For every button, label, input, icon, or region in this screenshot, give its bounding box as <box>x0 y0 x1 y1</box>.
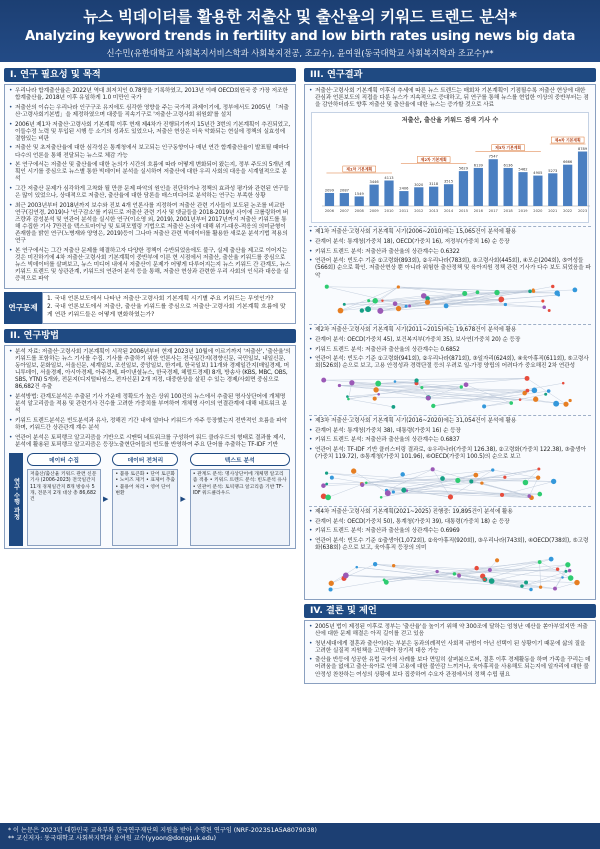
period-line: • 키워드 트렌드 분석: 저출산과 출산율의 상관계수는 0.6837 <box>309 437 591 444</box>
flow-step-preprocess <box>112 453 178 546</box>
chart-data-label: 6136 <box>503 163 513 168</box>
footer <box>0 823 600 849</box>
chart-bar <box>518 172 527 206</box>
footer-funding-note: * 이 논문은 2023년 대한민국 교육부와 한국연구재단의 지원을 받아 수행된 연구임 (NRF-2023S1A5A8079038) <box>8 827 317 834</box>
chart-bar <box>548 174 557 207</box>
chart-bar <box>325 193 334 206</box>
svg-text:제3차 기본계획: 제3차 기본계획 <box>495 145 522 151</box>
chart-bar <box>489 159 498 206</box>
chart-bar <box>399 191 408 206</box>
background-paragraph: • 본 연구에서는 저출산 및 출산율에 대한 논의가 시간의 흐름에 따라 어떻게 변화되어 왔는지, 정부 주도의 5개년 계획인 시기를 중심으로 뉴스별 통한 빅데이터 분석을 실시하여 저출산에 대한 우리 사회의 대응을 시계열적으로 분석 <box>9 162 291 183</box>
period-line: • 제4차 저출산·고령사회 기본계획(2021~2025) 진행중: 19,895건이 분석에 활용 <box>309 509 591 516</box>
chart-data-label: 4113 <box>384 176 394 181</box>
authors: 신수민(유한대학교 사회복지서비스학과 사회복지전공, 조교수), 윤여원(동국대학교 사회복지학과 조교수)** <box>106 48 494 58</box>
chart-tick-label: 2006 <box>324 209 335 214</box>
research-questions-box <box>42 292 296 324</box>
chart-data-label: 5273 <box>548 169 558 174</box>
period-block <box>309 415 591 503</box>
keyword-network-graphic <box>309 282 591 321</box>
chart-data-label: 5462 <box>518 167 528 172</box>
chart-tick-label: 2022 <box>563 209 573 214</box>
flow-step-analysis <box>190 453 290 546</box>
period-line: • 제2차 저출산·고령사회 기본계획 시기(2011~2015)에는 19,678건이 분석에 활용 <box>309 327 591 334</box>
chart-data-label: 1549 <box>354 192 364 197</box>
research-question: 1. 국내 언론보도에서 나타난 저출산·고령사회 기본계획 시기별 주요 키워드는 무엇인가? <box>47 296 274 303</box>
chart-data-label: 8789 <box>577 147 588 152</box>
svg-text:제4차 기본계획: 제4차 기본계획 <box>554 137 581 143</box>
chart-data-label: 5629 <box>458 166 469 171</box>
chart-bar <box>355 197 364 207</box>
flow-step-title: 텍스트 분석 <box>190 453 290 466</box>
section-2-body <box>4 345 296 549</box>
chart-tick-label: 2020 <box>533 209 543 214</box>
period-block <box>309 324 591 412</box>
keyword-network-graphic <box>309 373 591 412</box>
left-column <box>4 68 296 549</box>
period-line: • 관계어 분석: OECD(가중치 45), 보건복지부(가중치 35), 보사연(가중치 20) 순 등장 <box>309 337 591 344</box>
chart-bar <box>474 168 483 206</box>
title-korean: 뉴스 빅데이터를 활용한 저출산 및 출산율의 키워드 트렌드 분석* <box>83 8 517 26</box>
flow-step-collection <box>27 453 101 546</box>
background-paragraph: • 2006년 제1차 저출산·고령사회 기본계획 이후 현재 제4차가 진행되기까지 15년간 3번의 기본계획이 추진되었고, 이들수정 노력 및 투입된 시행 등 소기의 성과도 있었으나, 저출산 현상은 더욱 악화되는 현실에 정책의 실효성에 결함있는 비판 <box>9 122 291 143</box>
period-line: • 키워드 트렌드 분석: 저출산과 출산율의 상관계수는 0.6322 <box>309 249 591 256</box>
flow-side-label: 연구 수행 과정 <box>9 453 23 546</box>
background-paragraph: • 그간 저출산 문제가 심각하게 고착화 될 만큼 문제 파악의 원인을 진단하거나 정책의 효과성 평가와 관련된 연구들은 많이 있었으나, 상대적으로 저출산, 출산율에 대한 담론을 매스미디어로 분석하는 연구는 부족한 상황 <box>9 186 291 200</box>
section-1-heading: I. 연구 필요성 및 목적 <box>4 68 296 82</box>
chart-title: 저출산, 출산율 키워드 검색 기사 수 <box>401 117 499 125</box>
section-3-heading: III. 연구결과 <box>304 68 596 82</box>
period-line: • 연관어 분석: TF-IDF 기반 클러스터링 결과로, ①우리나라(가중치 126.38), ②고령화(가중치 122.38), ③출생아(가중치 119.72), ⑤통계청(가중치 101.96), ⑥OECD(가중치 100.5)의 순으로 보고 <box>309 447 591 461</box>
period-line: • 관계어 분석: 통계청(가중치 38), 대통령(가중치 16) 순 등장 <box>309 428 591 435</box>
background-paragraph: • 저출산 및 초저출산율에 대한 심각성은 통계청에서 보고되는 인구동향이나 매년 연간 합계출산율이 발표될 때마다 다수의 언론을 통해 전달되는 뉴스로 체감 가능 <box>9 145 291 159</box>
chart-bar <box>444 184 453 206</box>
chart-data-label: 3020 <box>414 183 424 188</box>
section-3-body <box>304 84 596 600</box>
section-1-body <box>4 84 296 289</box>
svg-text:제2차 기본계획: 제2차 기본계획 <box>420 157 447 163</box>
background-paragraph: • 저출산의 이슈는 우리나라 인구구조 유지에도 심각한 영향을 주는 국가적 과제이기에, 정부에서도 2005년 「저출산·고령사회기본법」을 제정하였으며 대중들 직속기구로 '저출산·고령사회 위원회'를 설치 <box>9 105 291 119</box>
chart-tick-label: 2018 <box>503 209 513 214</box>
flow-step-content: • 관계도 분석: 명사상단어에 개체명 알고리즘 적용 • 키워드 트렌드 분석: 빈도분석 유사 • 연관어 분석: 토픽랭크 알고리즘 기반 TF-IDF 워드클라우드 <box>190 469 290 546</box>
chart-period-annotation <box>475 145 541 152</box>
period-line: • 연관어 분석: 빈도수 기준 ①고령화(941회), ②우리나라(871회), ③일자리(624회), ④육아휴직(611회), ⑤고령사회(526회) 순으로 보고, 고용 안정성과 경력단절 등의 우려로 일-가정 양립의 어려다가 중요해진 2차 연관성 <box>309 356 591 370</box>
chart-bar <box>414 188 423 207</box>
chart-tick-label: 2015 <box>458 209 469 214</box>
footer-corresponding-author: ** 교신저자: 동국대학교 사회복지학과 윤여원 교수(yyoon@dongguk.edu) <box>8 835 217 843</box>
method-paragraph: • 연관어 분석은 토픽랭크 알고리즘을 기반으로 시맨틱 네트워크를 구성하여 워드 클라우드의 형태로 결과를 제시, 분석에 활용된 토픽랭크 알고리즘은 등장노출현단어들의 빈도를 반영하여 주요 단어를 추출하는 TF-IDF 기반 <box>9 435 291 449</box>
right-column <box>304 68 596 684</box>
flow-step-content: 저출산/출산율 키워드 관련 신문기사 (2006-2023) 전국일간지 11개 경제일간지 8개 방송사 5개, 전문지 2개 대상 총 86,682건 <box>27 469 101 546</box>
chart-tick-label: 2011 <box>399 209 409 214</box>
background-paragraph: • 본 연구에서는 그간 저출산 문제를 해결하고자 다양한 정책이 수반되었음에도 불구, 실제 출산율 제고로 이어지는 것은 미진하기에 4차 저출산·고령사회 기본계획이 중반부에 이른 현 시점에서 저출산, 출산율 키워드를 중심으로 뉴스 빅데이터를 살펴보고, 뉴스 미디어 내에서 저출산이 문제가 어떻게 다루어지는지 뉴스 키워드 간 관계도, 뉴스 키워드 트렌드 및 상관관계, 키워드의 연관어 분석 등을 통해, 저출산 현상과 관련한 우리 사회의 인식과 대응을 실증적으로 파악 <box>9 248 291 283</box>
chart-tick-label: 2023 <box>577 209 588 214</box>
chart-period-annotation <box>550 137 586 144</box>
research-flow <box>9 453 291 546</box>
chart-data-label: 2087 <box>339 188 349 193</box>
period-line: • 연관어 분석: 빈도수 기준 ①출생아(1,072회), ②육아휴직(920회), ③우리나라(743회), ④OECD(738회), ⑤고령화(638회) 순으로 보고, 육아휴직 등장의 의미 <box>309 538 591 552</box>
chart-bar <box>429 187 438 206</box>
research-questions-label: 연구문제 <box>4 292 42 324</box>
chart-tick-label: 2010 <box>384 209 394 214</box>
results-intro: • 저출산·고령사회 기본계획 이후의 추세에 따른 뉴스 트렌드는 매회차 기본계획이 기점될수록 저출산 현상에 대한 관심과 언론보도의 직접을 다룬 뉴스가 지속적으로 증대하고, 뒤 연구를 통해 뉴스를 현업한 이상의 중반부터는 점을 감안하더라도 향후 저출산 및 출산율에 대한 뉴스는 증가할 것으로 사료 <box>309 88 591 109</box>
chart-tick-label: 2013 <box>429 209 439 214</box>
chart-data-label: 2099 <box>324 188 335 193</box>
chart-bar <box>459 171 468 206</box>
chart-tick-label: 2014 <box>443 209 454 214</box>
chart-bar <box>578 152 587 206</box>
title-english: Analyzing keyword trends in fertility and low birth rates using news big data <box>24 29 576 44</box>
chart-data-label: 7547 <box>488 154 498 159</box>
chart-bar <box>533 176 542 206</box>
method-paragraph: • 분석 자료: 저출산·고령사회 기본계획이 시작된 2006년부터 현재 2023년 10월에 이르기까지 '저출산', '출산율'의 키워드를 포함하는 뉴스 기사를 수집. 기사를 추출하기 위한 언론사는 전국일간지(경향신문, 국민일보, 내일신문, 동아일보, 문화일보, 서울신문, 세계일보, 조선일보, 중앙일보, 한겨레, 한국일보) 11개와 경제일간지(매일경제, 머니투데이, 서울경제, 아시아경제, 아주경제, 파이낸셜뉴스, 한국경제, 헤럴드경제) 8개, 방송사 (KBS, MBC, OBS, SBS, YTN) 5개와, 전문지(디지털타임스, 전자신문) 2개 지정, 대중한상을 살핀 수 있는 경제/사회면 중심으로 86,682건 추출 <box>9 349 291 392</box>
period-block <box>309 506 591 594</box>
period-block <box>309 226 591 321</box>
period-line: • 관계어 분석: OECD(가중치 50), 통계청(가중치 39), 대통령(가중치 18) 순 등장 <box>309 519 591 526</box>
keyword-network-graphic <box>309 555 591 594</box>
chart-tick-label: 2007 <box>339 209 349 214</box>
chart-period-annotation <box>326 166 392 173</box>
chart-bar <box>340 193 349 206</box>
chart-tick-label: 2009 <box>369 209 379 214</box>
chart-bar <box>563 165 572 206</box>
flow-step-title: 데이터 수집 <box>27 453 101 466</box>
section-4-body <box>304 620 596 684</box>
news-count-chart <box>311 112 589 223</box>
research-question: 2. 국내 언론보도에서 저출산, 출산율 키워드를 중심으로 저출산·고령사회 기본계획 흐름에 맞게 연관 키워드들은 어떻게 변화하였는가? <box>47 304 286 318</box>
chart-tick-label: 2008 <box>354 209 364 214</box>
svg-text:제1차 기본계획: 제1차 기본계획 <box>346 166 373 172</box>
research-questions <box>4 292 296 324</box>
period-line: • 연관어 분석: 빈도수 기준 ①고령화(893회), ②우리나라(783회), ③고령사회(445회), ④모순(204회), ⑤여성들(566회) 순으로 확인. 저출산현상 뿐 아니라 위험한 출산정책 및 육아지원 정책 관련 기사가 다수 보도 되었음을 파악 <box>309 258 591 279</box>
section-4-heading: IV. 결론 및 제언 <box>304 604 596 618</box>
chart-tick-label: 2019 <box>518 209 528 214</box>
period-line: • 제1차 저출산·고령사회 기본계획 시기(2006~2010)에는 15,065건이 분석에 활용 <box>309 229 591 236</box>
conclusion-paragraph: • 2005년 법이 제정된 이후로 정부는 '출산율'을 높이기 위해 약 300조에 달하는 엄청난 예산을 쏟아부었지만 저출산에 대한 문제 해결은 아직 길이를 걷고 있음 <box>309 624 591 638</box>
chart-bar <box>503 168 512 206</box>
keyword-network-graphic <box>309 464 591 503</box>
period-line: • 제3차 저출산·고령사회 기본계획 시기(2016~2020)에는 31,054건이 분석에 활용 <box>309 418 591 425</box>
background-paragraph: • 최근 2003년부터 2018년까지 보수와 진보 4개 언론사를 지정하여 저출산 관련 기사들이 보도된 논조를 비교한 연구(김연경, 2019)나 '인구감소'를 키워드로 저출산 관련 기사 및 댓글들을 2018-2019년 사이에 크롤링하여 버즈량과 감성분석 및 연관어 분석을 실시한 연구(이소영 외, 2019), 2001년부터 2017년까지 저출산 키워드를 통해 수집한 기사 7만건을 텍스트마이닝 및 토픽모델링 기법으로 저출산 논의에 대해 위기-대응-적응의 의미균형이 존재함을 밝힌 연구(노병재와 양영은, 2019)등이 그나마 저출산 관련 빅데이터를 활용한 새로운 분석기법 적용의 연구 <box>9 203 291 246</box>
chart-tick-label: 2021 <box>548 209 558 214</box>
conclusion-paragraph: • 출산율 반등에 성공한 유럽 국가의 사례를 보다 면밀히 살펴봄으로써, 결혼 이후 경제활동을 하며 가족을 꾸리는 데 어려움을 없애고 출산·육아로 인해 고용에 대한 불안감 느끼거나, 육아휴직을 사용해도 되는지에 일자리에 대한 불안정성 찬찬하는 여성의 상황에 보다 집중하여 수요자 관점에서의 정책 수립 필요 <box>309 657 591 678</box>
conclusion-paragraph: • 청년세대에게 결혼과 출산이라는 부분은 동과의례적인 사회적 규범이 아닌 선택이 된 상황이기 때문에 삶의 질을 고려한 실질적 지원책을 고민해야 장기적 대응 가능 <box>309 641 591 655</box>
chart-bar <box>384 181 393 207</box>
chart-period-annotation <box>401 157 467 164</box>
period-line: • 관계어 분석: 통계청(가중치 18), OECD(가중치 16), 저정부(가중치 16) 순 등장 <box>309 239 591 246</box>
period-line: • 키워드 트렌드 분석: 저출산과 출산율의 상관계수는 0.6852 <box>309 347 591 354</box>
chart-data-label: 4905 <box>533 171 543 176</box>
chart-bar <box>369 185 378 206</box>
arrow-right-icon: ▶ <box>103 495 109 504</box>
chart-data-label: 6139 <box>473 163 483 168</box>
chart-tick-label: 2012 <box>414 209 424 214</box>
background-paragraph: • 우리나라 합계출산율은 2022년 역대 최저치인 0.78명을 기록하였고, 2013년 이래 OECD회원국 중 가장 저조한 합계출산율, 2018년 이후 유일하게 1.0 미만인 국가 <box>9 88 291 102</box>
chart-data-label: 3118 <box>429 182 439 187</box>
chart-data-label: 6666 <box>563 160 573 165</box>
bar-chart-svg <box>314 124 596 216</box>
flow-step-content: • 불용 토큰화 • 단어 토큰화 • 노이즈 제거 • 표제어 추출 • 불용어 처리 • 영어 단어 변환 <box>112 469 178 546</box>
arrow-right-icon: ▶ <box>180 495 186 504</box>
period-results <box>309 226 591 593</box>
chart-tick-label: 2016 <box>473 209 483 214</box>
method-paragraph: • 키워드 트렌드분석은 빈도분석과 유사, 정해진 기간 내에 얼마나 키워드가 자주 등장했는지 전반적인 흐름을 파악하며, 키워드간 상관관계 계수 분석 <box>9 418 291 432</box>
poster-header <box>0 0 600 62</box>
flow-step-title: 데이터 전처리 <box>112 453 178 466</box>
section-2-heading: II. 연구방법 <box>4 329 296 343</box>
period-line: • 키워드 트렌드 분석: 저출산과 출산율의 상관계수는 0.6969 <box>309 528 591 535</box>
chart-data-label: 2406 <box>399 186 409 191</box>
chart-data-label: 3446 <box>369 180 379 185</box>
chart-tick-label: 2017 <box>488 209 498 214</box>
chart-data-label: 3515 <box>443 179 454 184</box>
method-paragraph: • 분석방법: 관계도분석은 추출된 기사 가운데 정확도가 높은 상위 100건의 뉴스에서 추출된 명사상단어에 개체명 분석 알고리즘을 적용 및 관련기사 건수를 고려한 가중치를 부여하여 개체명 사이의 연결관계에 대해 네트워크 분석 <box>9 394 291 415</box>
